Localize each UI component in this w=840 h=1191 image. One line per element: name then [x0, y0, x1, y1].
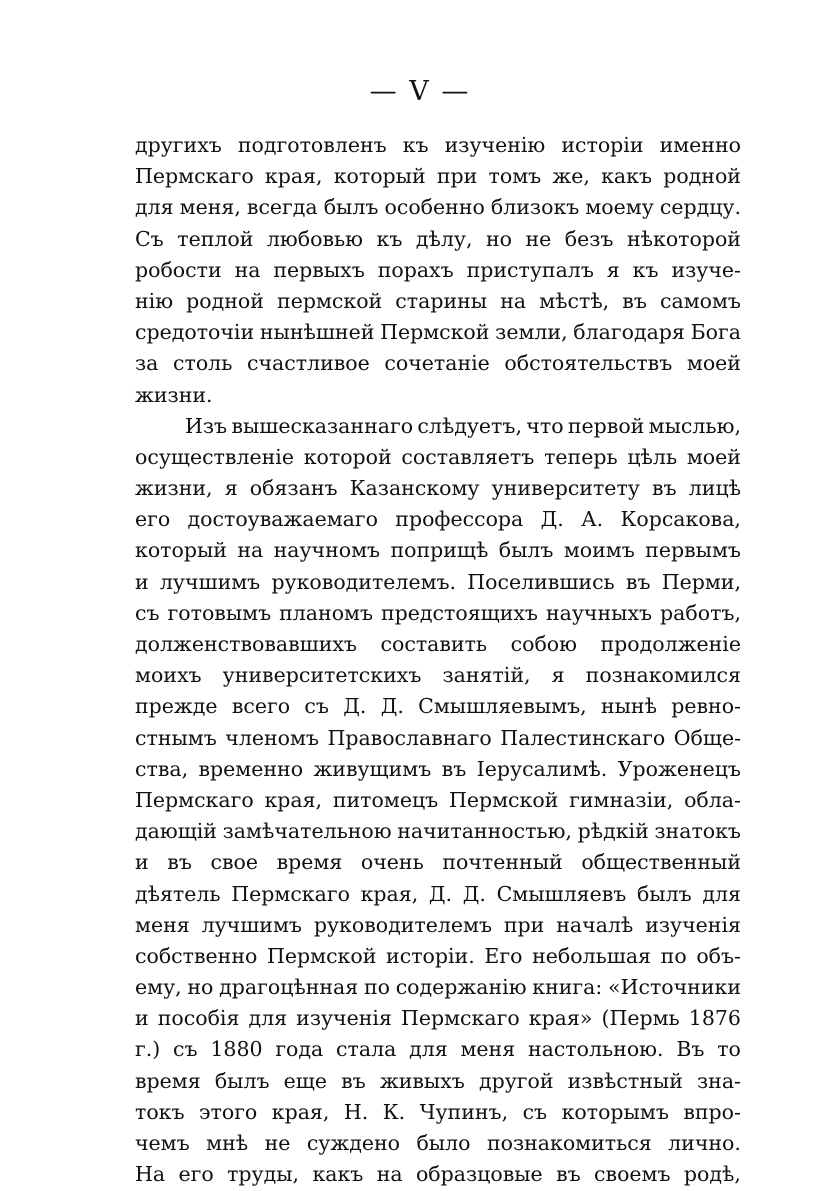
text-word: съ: [522, 1099, 548, 1124]
text-word: но: [187, 975, 214, 1000]
text-word: и: [135, 850, 149, 875]
text-word: Православнаго: [327, 725, 492, 750]
page-number: — V —: [369, 76, 471, 107]
text-word: по: [363, 975, 390, 1000]
text-line: [135, 972, 741, 1003]
text-line: [135, 567, 741, 598]
text-word: Корсакова,: [620, 507, 741, 532]
text-word: начитанностью,: [397, 819, 572, 844]
text-word: который: [135, 538, 227, 563]
text-word: вышесказаннаго: [231, 413, 414, 438]
text-word: живущимъ: [313, 756, 432, 781]
text-word: рѣдкій: [577, 819, 649, 844]
text-word: какъ: [312, 1162, 364, 1187]
text-word: планомъ: [279, 600, 374, 625]
text-word: родной: [186, 288, 264, 313]
text-word: теперь: [544, 444, 618, 469]
text-word: Изъ: [185, 413, 228, 438]
text-word: для: [248, 1006, 288, 1031]
text-word: впро-: [683, 1099, 741, 1124]
text-word: былъ: [498, 538, 554, 563]
text-word: всего: [231, 694, 291, 719]
text-word: образцовые: [415, 1162, 543, 1187]
text-word: Пермской: [448, 787, 559, 812]
text-word: живыхъ: [379, 1068, 465, 1093]
text-word: но: [485, 226, 512, 251]
text-word: его: [135, 507, 171, 532]
text-word: На: [135, 1162, 166, 1187]
text-word: съ: [304, 694, 329, 719]
text-word: по: [660, 943, 687, 968]
text-line: [135, 847, 741, 878]
text-word: въ: [341, 1068, 366, 1093]
text-word: суждено: [306, 1131, 400, 1155]
text-line: [135, 380, 741, 411]
text-word: средоточіи: [135, 320, 255, 345]
text-word: мнѣ: [206, 1131, 249, 1155]
text-word: продолженіе: [600, 632, 741, 656]
text-word: края,: [360, 881, 419, 906]
text-line: [135, 816, 741, 847]
text-word: обязанъ: [249, 476, 338, 501]
text-word: сочетаніе: [384, 351, 490, 376]
text-word: края,: [264, 787, 323, 812]
text-word: робости: [135, 257, 222, 282]
text-word: Пермскаго: [135, 787, 254, 812]
text-word: которымъ: [561, 1099, 669, 1124]
text-word: Пермскаго: [231, 881, 350, 906]
text-word: на: [234, 257, 261, 282]
text-word: я: [551, 663, 565, 688]
text-word: Перми,: [661, 569, 741, 594]
text-word: томъ: [488, 164, 542, 189]
text-word: зна-: [696, 1068, 741, 1093]
text-word: изученію: [444, 133, 546, 157]
text-line: [135, 723, 741, 754]
text-word: исторіи: [561, 133, 644, 157]
text-word: въ: [652, 476, 677, 501]
text-word: мѣстѣ,: [539, 288, 610, 313]
text-word: было: [416, 1131, 471, 1155]
text-word: порахъ: [377, 257, 454, 282]
text-line: [135, 317, 741, 348]
text-line: [135, 1128, 741, 1159]
text-word: слѣдуетъ,: [417, 413, 522, 438]
text-word: долженствовавшихъ: [135, 632, 357, 656]
text-word: дѣятель: [135, 881, 221, 906]
text-word: лучшимъ: [159, 569, 261, 594]
text-word: временно: [198, 756, 304, 781]
text-word: г.): [135, 1037, 161, 1062]
text-word: особенно: [384, 195, 485, 220]
text-word: дающій: [135, 819, 217, 844]
text-word: исторіи.: [386, 943, 475, 968]
text-word: приступалъ: [466, 257, 594, 282]
text-word: чемъ: [135, 1131, 190, 1155]
text-line: [135, 1066, 741, 1097]
text-word: почтенный: [442, 850, 563, 875]
text-word: не: [525, 226, 552, 251]
text-word: составить: [380, 632, 488, 656]
text-word: въ: [556, 1162, 581, 1187]
text-word: А.: [581, 507, 604, 532]
text-line: [135, 504, 741, 535]
text-word: нынѣ: [600, 694, 657, 719]
text-word: въ: [625, 569, 651, 594]
text-word: я: [224, 476, 238, 501]
text-word: еще: [283, 1068, 327, 1093]
text-line: [135, 442, 741, 473]
text-word: для: [135, 195, 174, 220]
text-word: Пермской: [380, 320, 490, 345]
text-word: ему,: [135, 975, 182, 1000]
text-word: безъ: [564, 226, 614, 251]
text-word: съ: [173, 1037, 198, 1062]
text-word: другихъ: [135, 133, 222, 157]
text-word: Его: [484, 943, 523, 968]
text-word: близокъ: [490, 195, 580, 220]
text-line: [135, 785, 741, 816]
text-word: настольною.: [527, 1037, 664, 1062]
text-word: его: [178, 1162, 214, 1187]
text-word: «Источники: [608, 975, 741, 1000]
text-word: на: [376, 1162, 403, 1187]
text-word: 1880: [210, 1037, 263, 1062]
text-word: труды,: [227, 1162, 300, 1187]
text-word: первыхъ: [273, 257, 365, 282]
text-word: года: [275, 1037, 324, 1062]
text-word: началѣ: [556, 912, 634, 937]
text-word: извѣстный: [567, 1068, 683, 1093]
text-word: Д.: [380, 694, 404, 719]
text-word: Смышляевымъ,: [418, 694, 587, 719]
text-word: гимназіи,: [569, 787, 674, 812]
text-word: Съ: [135, 226, 164, 251]
text-word: замѣчательною: [222, 819, 392, 844]
text-word: меня: [135, 912, 190, 937]
text-word: и: [135, 1006, 149, 1031]
text-word: научныхъ: [545, 600, 653, 625]
text-word: благодаря: [573, 320, 685, 345]
text-line: [135, 1159, 741, 1190]
text-word: именно: [659, 133, 741, 157]
text-word: занятій,: [442, 663, 531, 688]
text-line: [135, 224, 741, 255]
text-word: былъ: [323, 195, 379, 220]
text-word: руководителемъ.: [271, 569, 457, 594]
text-word: края,: [271, 1099, 330, 1124]
text-word: университетскихъ: [222, 663, 422, 688]
text-word: жизни,: [135, 476, 213, 501]
text-word: Іерусалимѣ.: [476, 756, 608, 781]
text-word: другой: [478, 1068, 554, 1093]
text-word: цѣль: [627, 444, 678, 469]
text-word: обла-: [684, 787, 741, 812]
text-word: мыслью,: [648, 413, 741, 438]
text-word: работъ,: [660, 600, 741, 625]
text-word: очень: [360, 850, 424, 875]
text-word: Въ: [676, 1037, 705, 1062]
text-word: былъ: [636, 881, 692, 906]
text-word: книга:: [532, 975, 603, 1000]
text-line: [135, 535, 741, 566]
text-word: Казанскому: [349, 476, 480, 501]
text-word: токъ: [135, 1099, 185, 1124]
text-word: первымъ: [645, 538, 741, 563]
text-word: Поселившись: [467, 569, 615, 594]
text-word: изуче-: [671, 257, 741, 282]
text-word: Пермской: [267, 943, 377, 968]
text-word: изученія: [296, 1006, 392, 1031]
text-word: дѣлу,: [415, 226, 473, 251]
text-word: время: [135, 1068, 201, 1093]
text-word: обстоятельствъ: [504, 351, 673, 376]
text-word: общественный: [581, 850, 741, 875]
text-word: драгоцѣнная: [219, 975, 359, 1000]
text-word: и: [135, 569, 149, 594]
text-line: [135, 1003, 741, 1034]
text-word: собою: [510, 632, 577, 656]
text-word: собственно: [135, 943, 258, 968]
text-word: счастливое: [246, 351, 370, 376]
text-word: какъ: [601, 164, 652, 189]
text-word: же,: [552, 164, 590, 189]
text-word: пособія: [157, 1006, 240, 1031]
text-word: моихъ: [135, 663, 202, 688]
text-word: Д.: [462, 881, 486, 906]
text-word: Смышляевъ: [496, 881, 627, 906]
text-word: въ: [622, 288, 647, 313]
text-word: на: [500, 288, 527, 313]
text-word: поприщѣ: [390, 538, 489, 563]
text-line: [135, 910, 741, 941]
text-line: [135, 598, 741, 629]
text-word: Обще-: [673, 725, 741, 750]
text-word: моей: [686, 351, 741, 376]
text-word: жизни.: [135, 382, 213, 407]
text-word: достоуважаемаго: [187, 507, 378, 532]
text-line: [135, 879, 741, 910]
text-word: любовью: [266, 226, 364, 251]
text-word: моему: [585, 195, 654, 220]
text-word: всегда: [246, 195, 318, 220]
text-word: меня,: [179, 195, 241, 220]
text-line: [135, 629, 741, 660]
text-word: моимъ: [563, 538, 635, 563]
text-word: 1876: [688, 1006, 741, 1031]
text-line: [135, 255, 741, 286]
text-line: [135, 286, 741, 317]
text-word: что: [526, 413, 564, 438]
text-word: изученія: [645, 912, 741, 937]
text-word: стнымъ: [135, 725, 217, 750]
text-line: [135, 1034, 741, 1065]
text-word: для: [409, 1037, 448, 1062]
text-word: время: [276, 850, 343, 875]
text-word: къ: [632, 257, 659, 282]
text-word: Д.: [540, 507, 564, 532]
text-word: съ: [135, 600, 160, 625]
text-word: Д.: [343, 694, 367, 719]
text-word: нѣкоторой: [626, 226, 741, 251]
text-word: познакомился: [585, 663, 741, 688]
text-word: научномъ: [273, 538, 381, 563]
text-word: старины: [395, 288, 488, 313]
text-word: познакомиться: [486, 1131, 652, 1155]
text-word: земли,: [495, 320, 568, 345]
text-word: подготовленъ: [237, 133, 387, 157]
text-word: своемъ: [594, 1162, 671, 1187]
body-text: [135, 130, 741, 1190]
text-line: [135, 473, 741, 504]
text-word: въ: [167, 850, 192, 875]
text-word: университету: [491, 476, 640, 501]
text-word: К.: [382, 1099, 406, 1124]
text-word: пермской: [277, 288, 383, 313]
text-line: [135, 411, 741, 442]
text-word: не: [264, 1131, 291, 1155]
text-word: родѣ,: [683, 1162, 741, 1187]
text-word: руководителемъ: [313, 912, 492, 937]
text-word: я: [606, 257, 620, 282]
text-word: лучшимъ: [201, 912, 302, 937]
text-word: Н.: [343, 1099, 369, 1124]
text-line: [135, 660, 741, 691]
text-word: объ-: [696, 943, 741, 968]
text-word: для: [702, 881, 741, 906]
text-word: питомецъ: [332, 787, 439, 812]
text-line: [135, 161, 741, 192]
text-word: профессора: [395, 507, 524, 532]
text-word: составляетъ: [401, 444, 535, 469]
text-word: знатокъ: [654, 819, 741, 844]
text-line: [135, 691, 741, 722]
text-word: ства,: [135, 756, 189, 781]
text-word: Палестинскаго: [500, 725, 666, 750]
text-word: Чупинъ,: [419, 1099, 509, 1124]
text-word: готовымъ: [167, 600, 272, 625]
text-word: ревно-: [671, 694, 741, 719]
text-word: предстоящихъ: [381, 600, 538, 625]
text-word: теплой: [177, 226, 254, 251]
text-word: за: [135, 351, 159, 376]
text-word: моей: [686, 444, 741, 469]
text-word: при: [436, 164, 478, 189]
text-word: Уроженецъ: [617, 756, 741, 781]
text-word: нію: [135, 288, 174, 313]
text-word: свое: [210, 850, 258, 875]
text-word: въ: [441, 756, 467, 781]
text-word: родной: [663, 164, 741, 189]
text-word: при: [503, 912, 545, 937]
text-line: [135, 130, 741, 161]
text-word: осуществленіе: [135, 444, 294, 469]
text-word: былъ: [214, 1068, 270, 1093]
text-word: лично.: [668, 1131, 741, 1155]
text-word: (Пермь: [601, 1006, 680, 1031]
text-word: къ: [402, 133, 429, 157]
text-word: Бога: [690, 320, 741, 345]
text-word: нынѣшней: [259, 320, 375, 345]
text-word: сердцу.: [659, 195, 741, 220]
text-word: стала: [336, 1037, 397, 1062]
text-word: членомъ: [225, 725, 319, 750]
text-word: который: [333, 164, 426, 189]
text-line: [135, 348, 741, 379]
text-word: Пермскаго: [135, 164, 254, 189]
text-word: этого: [199, 1099, 258, 1124]
text-line: [135, 1097, 741, 1128]
text-word: края»: [528, 1006, 593, 1031]
text-word: Д.: [428, 881, 453, 906]
text-word: небольшая: [532, 943, 651, 968]
text-word: лицѣ: [688, 476, 741, 501]
text-word: на: [237, 538, 264, 563]
text-word: столь: [173, 351, 233, 376]
text-word: то: [717, 1037, 741, 1062]
text-line: [135, 754, 741, 785]
text-word: Пермскаго: [400, 1006, 520, 1031]
text-word: содержанію: [395, 975, 527, 1000]
text-word: самомъ: [659, 288, 741, 313]
text-word: меня: [460, 1037, 516, 1062]
text-word: къ: [376, 226, 403, 251]
text-word: прежде: [135, 694, 218, 719]
text-line: [135, 192, 741, 223]
text-word: первой: [567, 413, 645, 438]
text-line: [135, 941, 741, 972]
text-word: края,: [264, 164, 323, 189]
text-word: которой: [303, 444, 392, 469]
